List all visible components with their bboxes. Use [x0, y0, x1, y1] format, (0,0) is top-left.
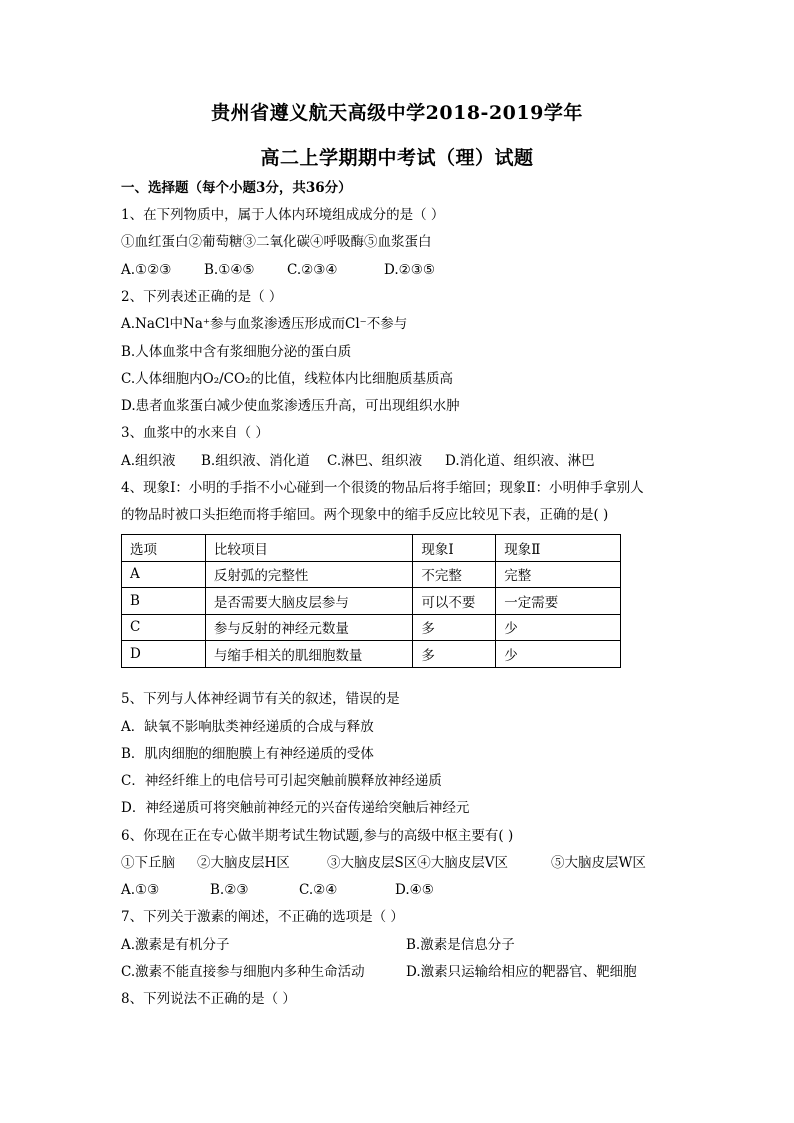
- table-cell: C: [122, 614, 206, 641]
- q3-option-b: B.组织液、消化道: [201, 453, 310, 469]
- q2-option-b: B.人体血浆中含有浆细胞分泌的蛋白质: [121, 344, 352, 360]
- q4-comparison-table: [121, 534, 621, 668]
- table-cell: 多: [413, 614, 496, 641]
- q5-option-a: A．缺氧不影响肽类神经递质的合成与释放: [121, 719, 374, 735]
- q5-option-d: D．神经递质可将突触前神经元的兴奋传递给突触后神经元: [121, 800, 470, 816]
- q3-option-c: C.淋巴、组织液: [327, 453, 423, 469]
- q5-option-b: B．肌肉细胞的细胞膜上有神经递质的受体: [121, 746, 374, 762]
- table-cell: 一定需要: [496, 588, 621, 615]
- table-cell: A: [122, 561, 206, 588]
- q2-option-a: A.NaCl中Na⁺参与血浆渗透压形成而Cl⁻不参与: [121, 316, 408, 332]
- table-row: [122, 614, 621, 641]
- table-row: [122, 561, 621, 588]
- section-heading: 一、选择题（每个小题3分，共36分）: [121, 180, 352, 196]
- q2-stem: 2、下列表述正确的是（ ）: [121, 289, 283, 305]
- q4-stem-line-2: 的物品时被口头拒绝而将手缩回。两个现象中的缩手反应比较见下表，正确的是( ): [121, 507, 609, 523]
- q6-option-a: A.①③: [121, 882, 160, 898]
- q3-stem: 3、血浆中的水来自（ ）: [121, 425, 269, 441]
- q6-option-c: C.②④: [299, 882, 338, 898]
- q2-option-c: C.人体细胞内O₂/CO₂的比值，线粒体内比细胞质基质高: [121, 371, 453, 387]
- q6-option-d: D.④⑤: [395, 882, 434, 898]
- table-row: [122, 588, 621, 615]
- q6-options: [121, 881, 434, 899]
- q2-option-d: D.患者血浆蛋白减少使血浆渗透压升高，可出现组织水肿: [121, 398, 460, 414]
- table-cell: 参与反射的神经元数量: [205, 614, 413, 641]
- q1-option-d: D.②③⑤: [384, 262, 435, 278]
- q5-stem: 5、下列与人体神经调节有关的叙述，错误的是: [121, 691, 400, 707]
- q1-option-b: B.①④⑤: [204, 262, 255, 278]
- table-header-cell: 现象Ⅱ: [496, 535, 621, 562]
- table-row: [122, 641, 621, 668]
- q6-stem: 6、你现在正在专心做半期考试生物试题,参与的高级中枢主要有( ): [121, 828, 514, 844]
- table-header-cell: 现象Ⅰ: [413, 535, 496, 562]
- table-cell: 不完整: [413, 561, 496, 588]
- table-cell: 与缩手相关的肌细胞数量: [205, 641, 413, 668]
- q1-option-c: C.②③④: [287, 262, 338, 278]
- q5-option-c: C．神经纤维上的电信号可引起突触前膜释放神经递质: [121, 773, 442, 789]
- q8-stem: 8、下列说法不正确的是（ ）: [121, 991, 296, 1007]
- q3-option-d: D.消化道、组织液、淋巴: [445, 453, 595, 469]
- table-header-cell: 比较项目: [205, 535, 413, 562]
- table-cell: 少: [496, 641, 621, 668]
- q7-option-c: C.激素不能直接参与细胞内多种生命活动: [121, 964, 365, 980]
- table-cell: 是否需要大脑皮层参与: [205, 588, 413, 615]
- q1-options: [121, 261, 435, 279]
- q1-stem: 1、在下列物质中，属于人体内环境组成成分的是（ ）: [121, 207, 445, 223]
- table-cell: D: [122, 641, 206, 668]
- q7-option-d: D.激素只运输给相应的靶器官、靶细胞: [406, 964, 637, 980]
- q3-option-a: A.组织液: [121, 453, 176, 469]
- table-cell: 完整: [496, 561, 621, 588]
- q7-option-a: A.激素是有机分子: [121, 937, 230, 953]
- q1-option-a: A.①②③: [121, 262, 172, 278]
- q6-item-5: ⑤大脑皮层W区: [551, 855, 646, 871]
- table-cell: 反射弧的完整性: [205, 561, 413, 588]
- table-cell: B: [122, 588, 206, 615]
- q7-option-b: B.激素是信息分子: [406, 937, 515, 953]
- q1-items: ①血红蛋白②葡萄糖③二氧化碳④呼吸酶⑤血浆蛋白: [121, 234, 432, 250]
- q6-item-2: ②大脑皮层H区: [197, 855, 290, 871]
- table-cell: 可以不要: [413, 588, 496, 615]
- table-header-cell: 选项: [122, 535, 206, 562]
- q7-stem: 7、下列关于激素的阐述，不正确的选项是（ ）: [121, 909, 404, 925]
- title-line-1: 贵州省遵义航天高级中学2018-2019学年: [211, 102, 583, 124]
- table-cell: 少: [496, 614, 621, 641]
- q6-item-1: ①下丘脑: [121, 855, 175, 871]
- q6-items: [121, 854, 646, 872]
- q6-option-b: B.②③: [210, 882, 249, 898]
- q3-options: [121, 452, 595, 470]
- q4-stem-line-1: 4、现象Ⅰ：小明的手指不小心碰到一个很烫的物品后将手缩回；现象Ⅱ：小明伸手拿别人: [121, 480, 644, 496]
- table-cell: 多: [413, 641, 496, 668]
- title-line-2: 高二上学期期中考试（理）试题: [260, 147, 534, 169]
- table-header-row: [122, 535, 621, 562]
- q6-item-3-4: ③大脑皮层S区④大脑皮层V区: [327, 855, 508, 871]
